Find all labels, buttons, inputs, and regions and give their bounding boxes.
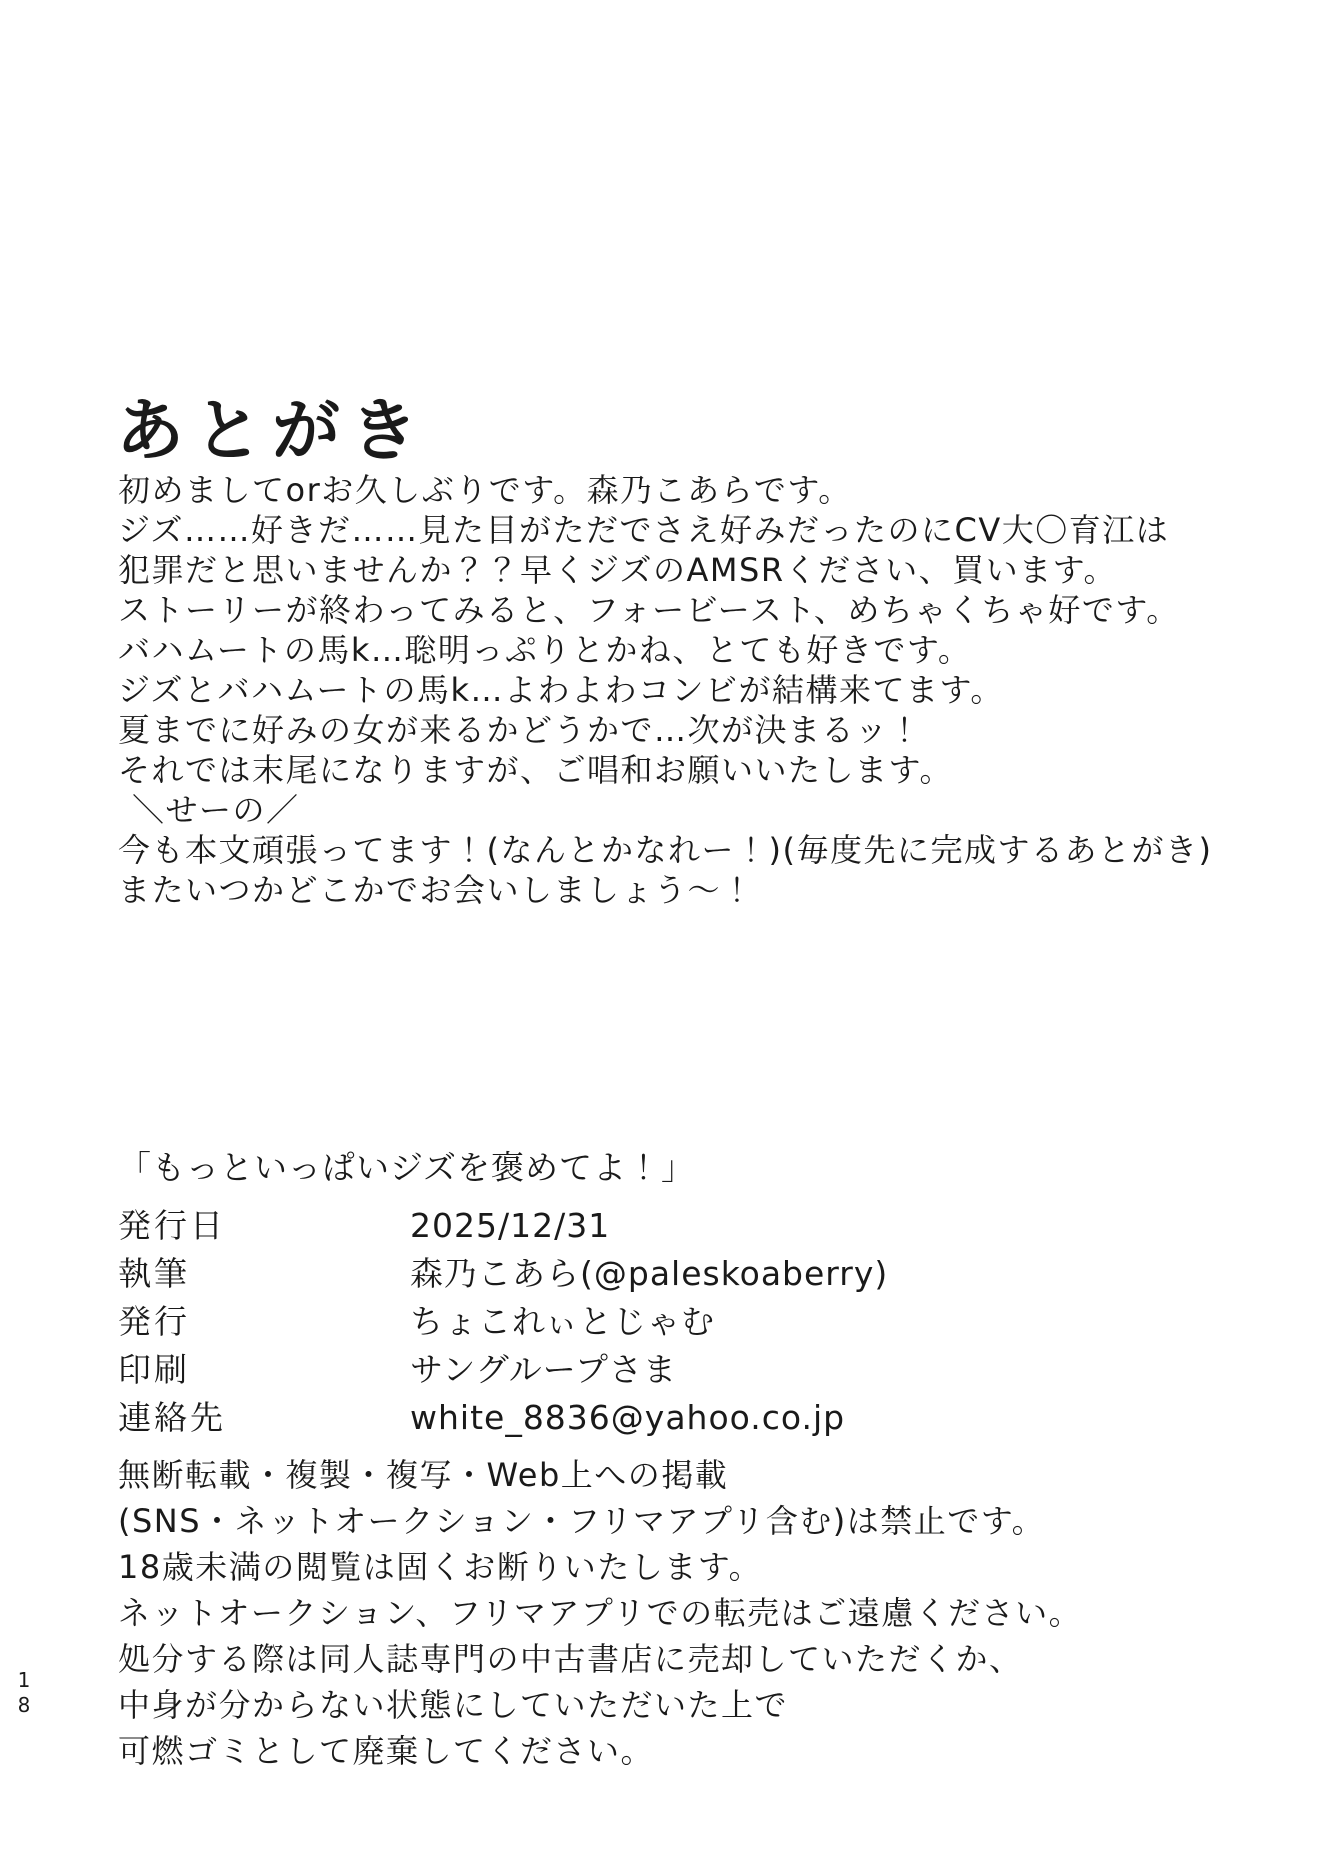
afterword-line: 今も本文頑張ってます！(なんとかなれー！)(毎度先に完成するあとがき)	[118, 831, 1213, 869]
colophon-label: 発行	[118, 1302, 190, 1341]
disclaimer-line: ネットオークション、フリマアプリでの転売はご遠慮ください。	[118, 1594, 1083, 1632]
afterword-line-chant: ＼せーの／	[132, 791, 300, 829]
colophon-value-publish-date: 2025/12/31	[410, 1206, 611, 1245]
colophon-label: 発行日	[118, 1206, 226, 1245]
page-number: 18	[17, 1668, 31, 1717]
colophon-value-author: 森乃こあら(@paleskoaberry)	[410, 1254, 889, 1293]
colophon-row-publisher	[118, 1298, 1218, 1346]
afterword-line: 犯罪だと思いませんか？？早くジズのAMSRください、買います。	[118, 551, 1118, 589]
colophon-row-publish-date	[118, 1202, 1218, 1250]
colophon-label: 印刷	[118, 1350, 190, 1389]
page-title: あとがき	[116, 391, 429, 471]
colophon-value-publisher: ちょこれぃとじゃむ	[410, 1302, 716, 1341]
afterword-line: ジズ……好きだ……見た目がただでさえ好みだったのにCV大〇育江は	[118, 511, 1170, 549]
afterword-line: またいつかどこかでお会いしましょう～！	[118, 871, 755, 909]
disclaimer-line: 18歳未満の閲覧は固くお断りいたします。	[118, 1548, 763, 1586]
afterword-line: 夏までに好みの女が来るかどうかで…次が決まるッ！	[118, 711, 923, 749]
afterword-line: バハムートの馬k…聡明っぷりとかね、とても好きです。	[118, 631, 972, 669]
colophon-label: 連絡先	[118, 1398, 226, 1437]
afterword-line: 初めましてorお久しぶりです。森乃こあらです。	[118, 471, 852, 509]
colophon-book-title: 「もっといっぱいジズを褒めてよ！」	[118, 1148, 696, 1187]
colophon-row-printer	[118, 1346, 1218, 1394]
afterword-line: ストーリーが終わってみると、フォービースト、めちゃくちゃ好です。	[118, 591, 1180, 629]
disclaimer-line: 中身が分からない状態にしていただいた上で	[118, 1686, 789, 1724]
colophon-value-printer: サングループさま	[410, 1350, 678, 1389]
disclaimer-line: 無断転載・複製・複写・Web上への掲載	[118, 1456, 729, 1494]
colophon-row-contact	[118, 1394, 1218, 1442]
afterword-paragraph	[118, 470, 1278, 910]
disclaimer-line: 可燃ゴミとして廃棄してください。	[118, 1732, 655, 1770]
colophon-row-author	[118, 1250, 1218, 1298]
disclaimer-line: 処分する際は同人誌専門の中古書店に売却していただくか、	[118, 1640, 1023, 1678]
afterword-line: ジズとバハムートの馬k…よわよわコンビが結構来てます。	[118, 671, 1004, 709]
colophon-label: 執筆	[118, 1254, 190, 1293]
colophon	[118, 1146, 1218, 1442]
afterword-line: それでは末尾になりますが、ご唱和お願いいたします。	[118, 751, 953, 789]
disclaimer-paragraph	[118, 1452, 1298, 1774]
disclaimer-line: (SNS・ネットオークション・フリマアプリ含む)は禁止です。	[118, 1502, 1046, 1540]
colophon-value-contact-email: white_8836@yahoo.co.jp	[410, 1398, 846, 1437]
